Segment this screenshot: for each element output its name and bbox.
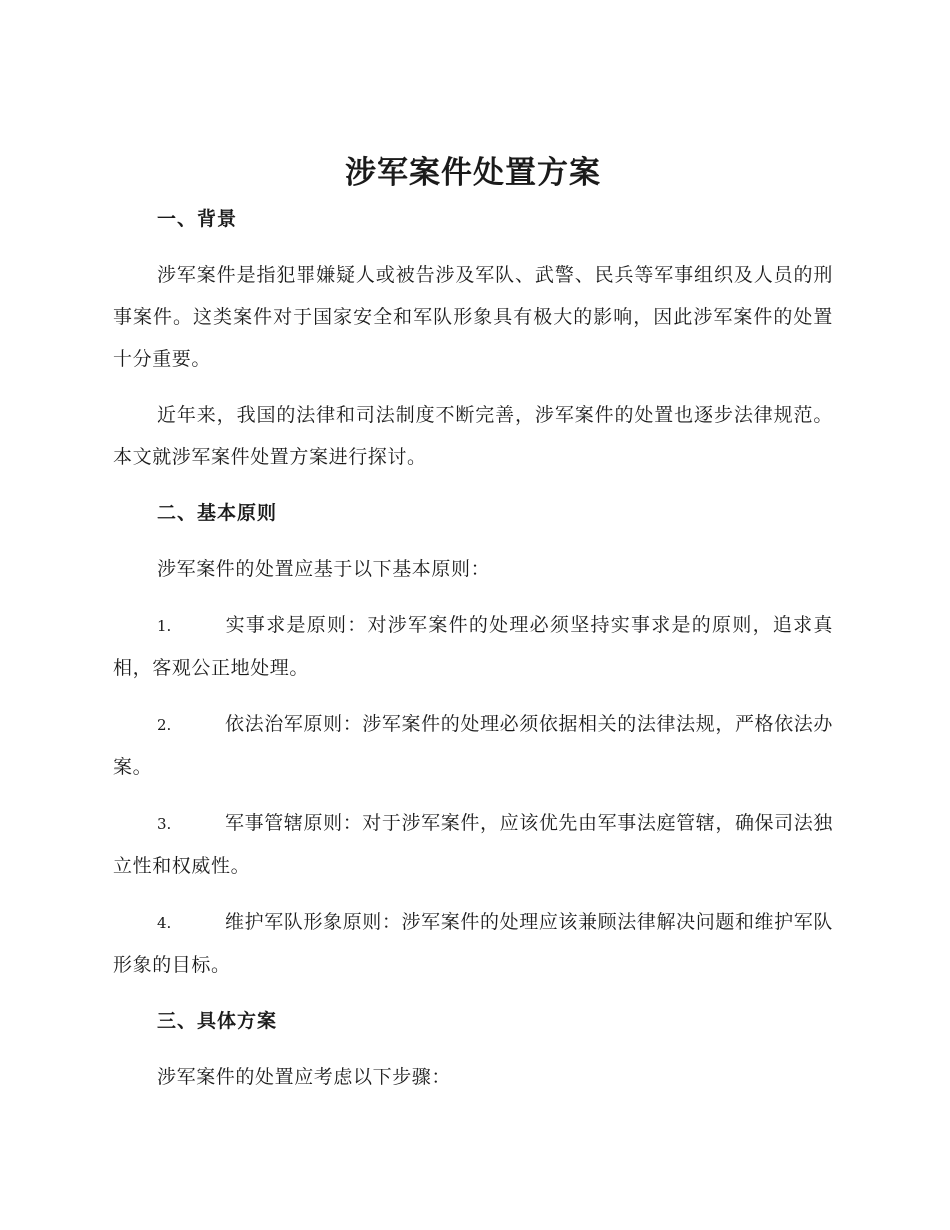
section-heading-plan: 三、具体方案	[157, 1010, 278, 1032]
list-item	[113, 604, 833, 689]
document-title: 涉军案件处置方案	[345, 155, 601, 191]
paragraph: 涉军案件是指犯罪嫌疑人或被告涉及军队、武警、民兵等军事组织及人员的刑事案件。这类案件对于国家安全和军队形象具有极大的影响，因此涉军案件的处置十分重要。	[113, 264, 833, 370]
paragraph: 近年来，我国的法律和司法制度不断完善，涉军案件的处置也逐步法律规范。本文就涉军案件处置方案进行探讨。	[113, 404, 833, 468]
section-intro: 涉军案件的处置应考虑以下步骤：	[157, 1066, 452, 1088]
list-number: 4.	[157, 914, 172, 932]
list-item-text: 依法治军原则：涉军案件的处理必须依据相关的法律法规，严格依法办案。	[113, 713, 833, 778]
section-intro: 涉军案件的处置应基于以下基本原则：	[157, 558, 491, 580]
list-item	[113, 901, 833, 986]
list-item	[113, 703, 833, 788]
list-item	[113, 802, 833, 887]
list-item-text: 维护军队形象原则：涉军案件的处理应该兼顾法律解决问题和维护军队形象的目标。	[113, 911, 833, 976]
document-page	[113, 150, 833, 1098]
section-heading-background: 一、背景	[157, 208, 238, 230]
list-item-text: 实事求是原则：对涉军案件的处理必须坚持实事求是的原则，追求真相，客观公正地处理。	[113, 614, 833, 679]
section-heading-principles: 二、基本原则	[157, 502, 278, 524]
list-number: 3.	[157, 815, 172, 833]
list-number: 2.	[157, 716, 172, 734]
list-number: 1.	[157, 617, 172, 635]
list-item-text: 军事管辖原则：对于涉军案件，应该优先由军事法庭管辖，确保司法独立性和权威性。	[113, 812, 833, 877]
